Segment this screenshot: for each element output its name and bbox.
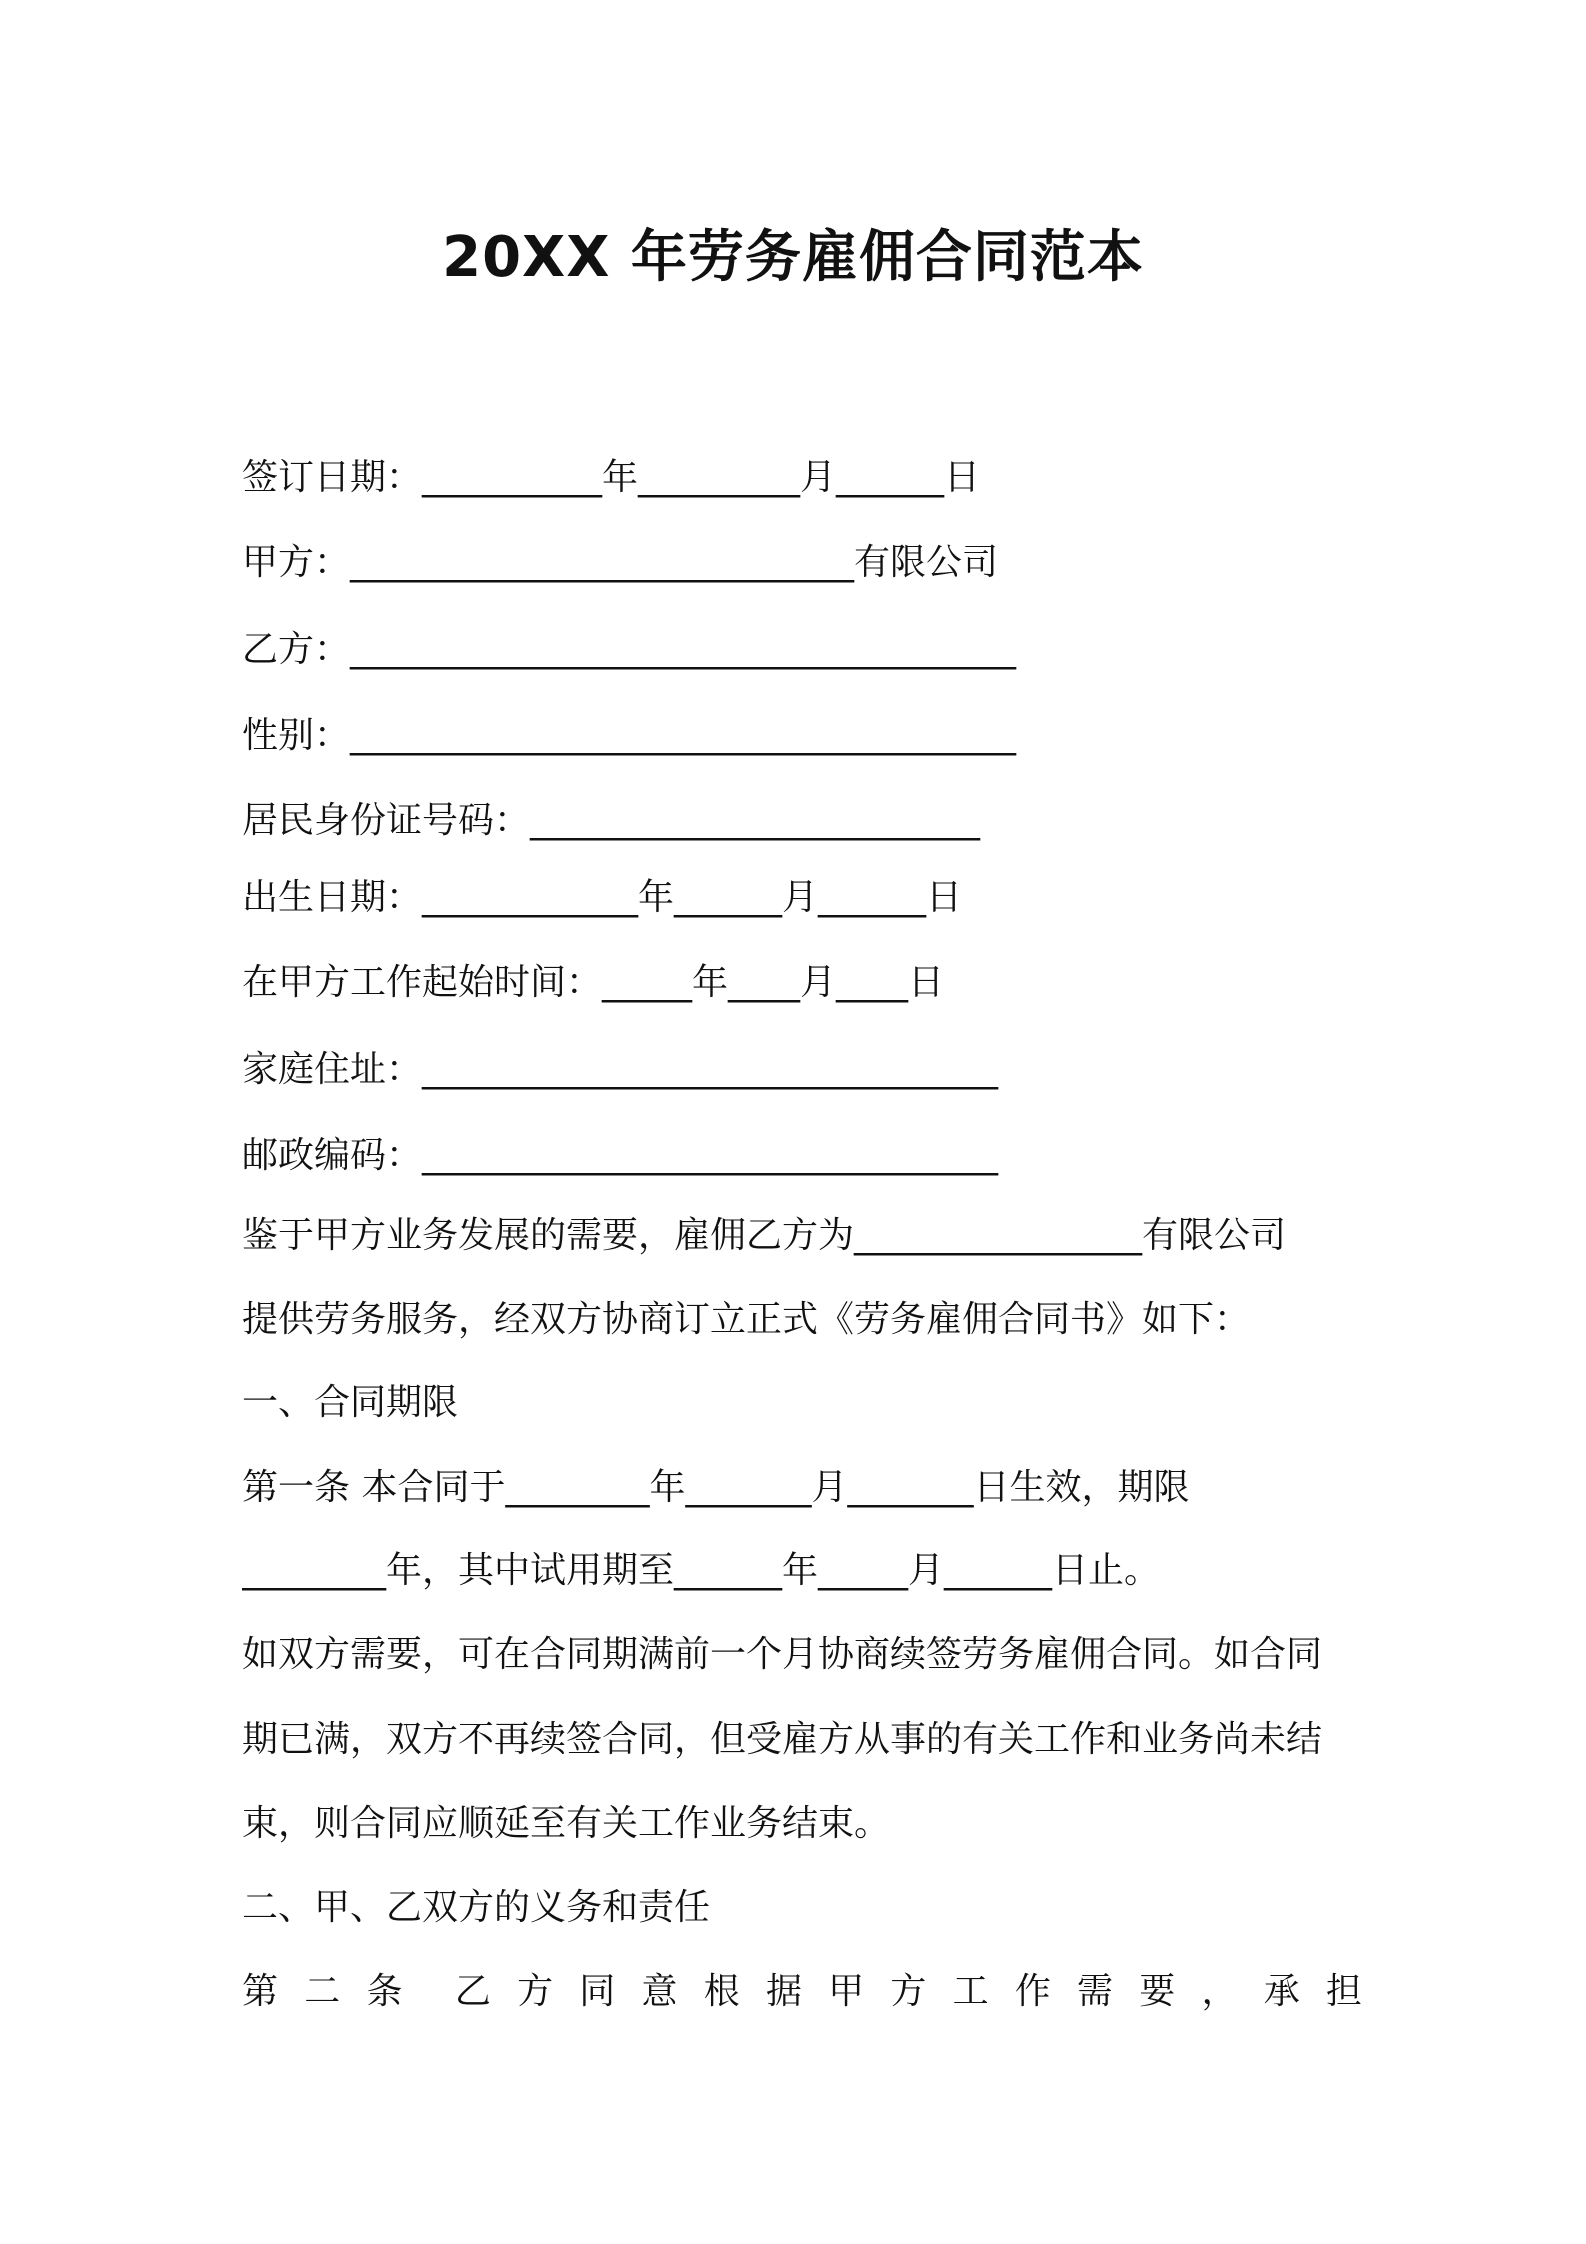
article-2-char: 方 [890, 1971, 927, 2012]
document-title: 20XX 年劳务雇佣合同范本 [442, 225, 1144, 290]
article-2-char: 甲 [828, 1971, 865, 2012]
article-2-char: 方 [517, 1971, 554, 2012]
article-2-char: 工 [952, 1971, 989, 2012]
gender-field: 性别：_____________________________________ [242, 715, 1017, 756]
renewal-para-line-2: 期已满，双方不再续签合同，但受雇方从事的有关工作和业务尚未结 [242, 1719, 1323, 1760]
article-2-char: 根 [703, 1971, 740, 2012]
article-2-char: 第 [242, 1971, 279, 2012]
sign-date-field: 签订日期：__________年_________月______日 [242, 457, 981, 498]
article-2-char: 意 [641, 1971, 678, 2012]
article-2-char: 承 [1263, 1971, 1300, 2012]
start-time-field: 在甲方工作起始时间：_____年____月____日 [242, 962, 945, 1003]
article-2-char: 据 [765, 1971, 802, 2012]
article-2-char: 条 [366, 1971, 403, 2012]
postal-code-field: 邮政编码：________________________________ [242, 1135, 999, 1176]
article-2-char: ， [1201, 1971, 1238, 2012]
article-2-char: 担 [1325, 1971, 1362, 2012]
article-1-line-1: 第一条 本合同于________年_______月_______日生效，期限 [242, 1467, 1190, 1508]
article-2-char: 二 [304, 1971, 341, 2012]
id-number-field: 居民身份证号码：_________________________ [242, 800, 981, 841]
section-2-heading: 二、甲、乙双方的义务和责任 [242, 1887, 711, 1928]
article-2-char: 要 [1139, 1971, 1176, 2012]
renewal-para-line-1: 如双方需要，可在合同期满前一个月协商续签劳务雇佣合同。如合同 [242, 1634, 1323, 1675]
article-2-line [242, 1964, 1362, 2020]
intro-line-2: 提供劳务服务，经双方协商订立正式《劳务雇佣合同书》如下： [242, 1299, 1251, 1340]
section-1-heading: 一、合同期限 [242, 1382, 459, 1423]
article-2-char: 作 [1014, 1971, 1051, 2012]
article-1-line-2: ________年，其中试用期至______年_____月______日止。 [242, 1550, 1161, 1591]
article-2-char: 乙 [454, 1971, 491, 2012]
article-2-char: 同 [579, 1971, 616, 2012]
party-b-field: 乙方：_____________________________________ [242, 629, 1017, 670]
article-2-char: 需 [1077, 1971, 1114, 2012]
renewal-para-line-3: 束，则合同应顺延至有关工作业务结束。 [242, 1803, 891, 1844]
birth-date-field: 出生日期：____________年______月______日 [242, 877, 963, 918]
party-a-field: 甲方：____________________________有限公司 [242, 542, 999, 583]
home-address-field: 家庭住址：________________________________ [242, 1049, 999, 1090]
intro-line-1: 鉴于甲方业务发展的需要，雇佣乙方为________________有限公司 [242, 1215, 1287, 1256]
